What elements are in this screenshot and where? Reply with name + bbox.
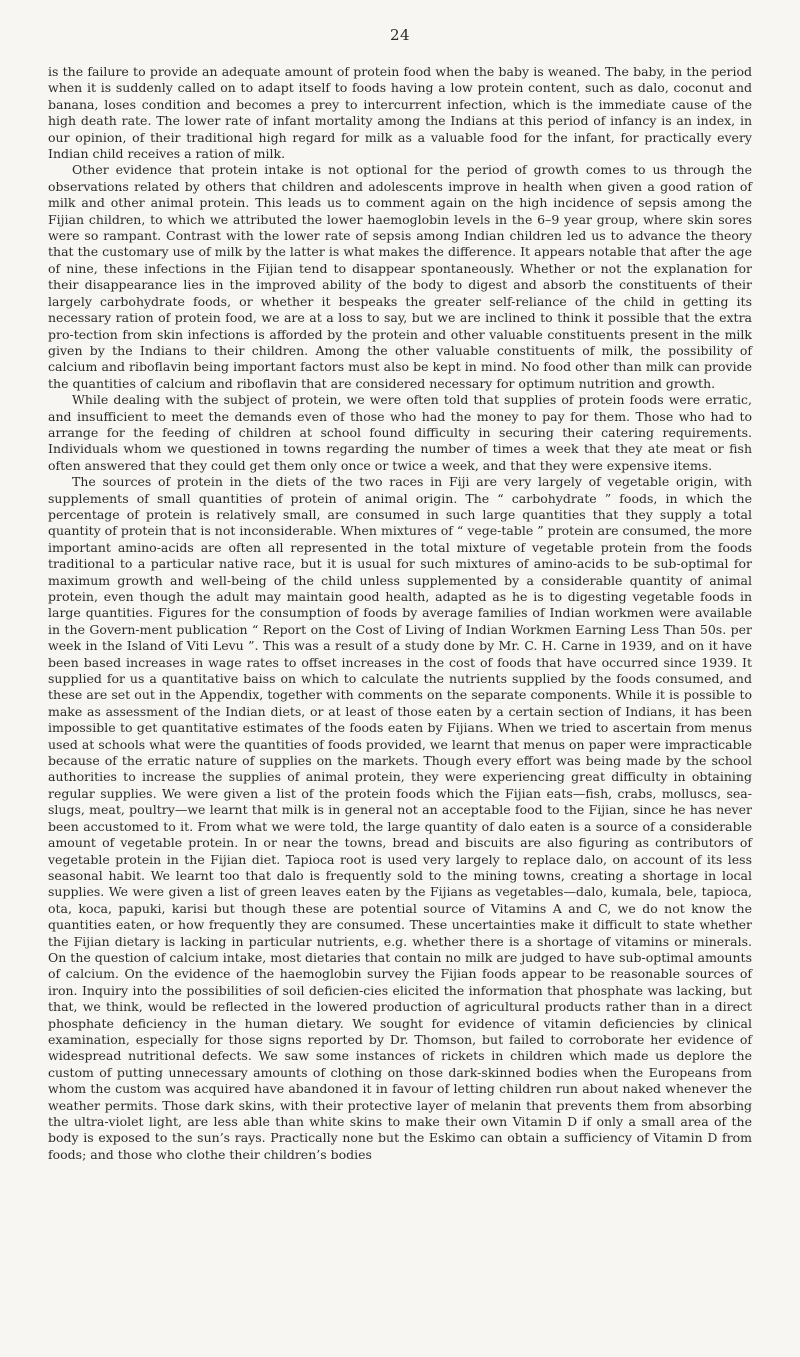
paragraph-protein-supplies: While dealing with the subject of protein, we were often told that supplies of protein foods were erratic, and insufficient to meet the demands even of those who had the money to pay for them. Those who had to arrange for the feeding of children at school found difficulty in securing their catering requirements. Individuals whom we questioned in towns regarding the number of times a week that they ate meat or fish often answered that they could get them only once or twice a week, and that they were expensive items. [48, 392, 752, 473]
paragraph-protein-evidence: Other evidence that protein intake is not optional for the period of growth comes to us through the observations related by others that children and adolescents improve in health when given a good ration of milk and other animal protein. This leads us to comment again on the high incidence of sepsis among the Fijian children, to which we attributed the lower haemoglobin levels in the 6–9 year group, where skin sores were so rampant. Contrast with the lower rate of sepsis among Indian children led us to advance the theory that the customary use of milk by the latter is what makes the difference. It appears notable that after the age of nine, these infections in the Fijian tend to disappear spontaneously. Whether or not the explanation for their disappearance lies in the improved ability of the body to digest and absorb the constituents of their largely carbohydrate foods, or whether it bespeaks the greater self-reliance of the child in getting its necessary ration of protein food, we are at a loss to say, but we are inclined to think it possible that the extra pro-tection from skin infections is afforded by the protein and other valuable constituents present in the milk given by the Indians to their children. Among the other valuable constituents of milk, the possibility of calcium and riboflavin being important factors must also be kept in mind. No food other than milk can provide the quantities of calcium and riboflavin that are considered necessary for optimum nutrition and growth. [48, 162, 752, 391]
paragraph-infant-weaning: is the failure to provide an adequate amount of protein food when the baby is weaned. The baby, in the period when it is suddenly called on to adapt itself to foods having a low protein content, such as dalo, coconut and banana, loses condition and becomes a prey to intercurrent infection, which is the immediate cause of the high death rate. The lower rate of infant mortality among the Indians at this period of infancy is an index, in our opinion, of their traditional high regard for milk as a valuable food for the infant, for practically every Indian child receives a ration of milk. [48, 64, 752, 162]
page-number: 24 [389, 26, 411, 44]
paragraph-protein-sources: The sources of protein in the diets of the two races in Fiji are very largely of vegetable origin, with supplements of small quantities of protein of animal origin. The “ carbohydrate ” foods, in which the percentage of protein is relatively small, are consumed in such large quantities that they supply a total quantity of protein that is not inconsiderable. When mixtures of “ vege-table ” protein are consumed, the more important amino-acids are often all represented in the total mixture of vegetable protein from the foods traditional to a particular native race, but it is usual for such mixtures of amino-acids to be sub-optimal for maximum growth and well-being of the child unless supplemented by a considerable quantity of animal protein, even though the adult may maintain good health, adapted as he is to digesting vegetable foods in large quantities. Figures for the consumption of foods by average families of Indian workmen were available in the Govern-ment publication “ Report on the Cost of Living of Indian Workmen Earning Less Than 50s. per week in the Island of Viti Levu ”. This was a result of a study done by Mr. C. H. Carne in 1939, and on it have been based increases in wage rates to offset increases in the cost of foods that have occurred since 1939. It supplied for us a quantitative baiss on which to calculate the nutrients supplied by the foods consumed, and these are set out in the Appendix, together with comments on the separate components. While it is possible to make as assessment of the Indian diets, or at least of those eaten by a certain section of Indians, it has been impossible to get quantitative estimates of the foods eaten by Fijians. When we tried to ascertain from menus used at schools what were the quantities of foods provided, we learnt that menus on paper were impracticable because of the erratic nature of supplies on the markets. Though every effort was being made by the school authorities to increase the supplies of animal protein, they were experiencing great difficulty in obtaining regular supplies. We were given a list of the protein foods which the Fijian eats—fish, crabs, molluscs, sea-slugs, meat, poultry—we learnt that milk is in general not an acceptable food to the Fijian, since he has never been accustomed to it. From what we were told, the large quantity of dalo eaten is a source of a considerable amount of vegetable protein. In or near the towns, bread and biscuits are also figuring as contributors of vegetable protein in the Fijian diet. Tapioca root is used very largely to replace dalo, on account of its less seasonal habit. We learnt too that dalo is frequently sold to the mining towns, creating a shortage in local supplies. We were given a list of green leaves eaten by the Fijians as vegetables—dalo, kumala, bele, tapioca, ota, koca, papuki, karisi but though these are potential source of Vitamins A and C, we do not know the quantities eaten, or how frequently they are consumed. These uncertainties make it difficult to state whether the Fijian dietary is lacking in particular nutrients, e.g. whether there is a shortage of vitamins or minerals. On the question of calcium intake, most dietaries that contain no milk are judged to have sub-optimal amounts of calcium. On the evidence of the haemoglobin survey the Fijian foods appear to be reasonable sources of iron. Inquiry into the possibilities of soil deficien-cies elicited the information that phosphate was lacking, but that, we think, would be reflected in the lowered production of agricultural products rather than in a direct phosphate deficiency in the human dietary. We sought for evidence of vitamin deficiencies by clinical examination, especially for those signs reported by Dr. Thomson, but failed to corroborate her evidence of widespread nutritional defects. We saw some instances of rickets in children which made us deplore the custom of putting unnecessary amounts of clothing on those dark-skinned bodies when the Europeans from whom the custom was acquired have abandoned it in favour of letting children run about naked whenever the weather permits. Those dark skins, with their protective layer of melanin that prevents them from absorbing the ultra-violet light, are less able than white skins to make their own Vitamin D if only a small area of the body is exposed to the sun’s rays. Practically none but the Eskimo can obtain a sufficiency of Vitamin D from foods; and those who clothe their children’s bodies [48, 474, 752, 1162]
